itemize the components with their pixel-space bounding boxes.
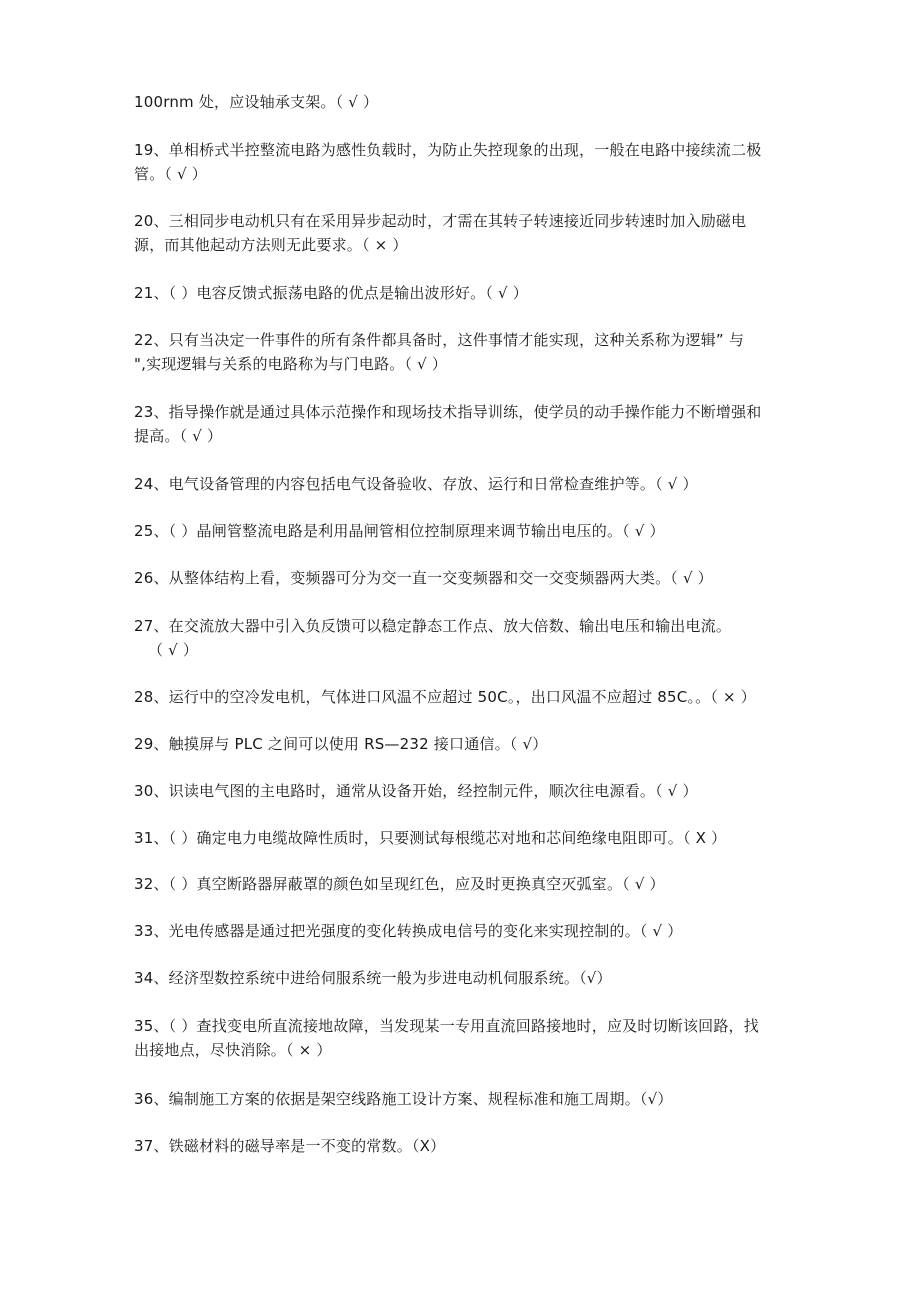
text-line: 30、识读电气图的主电路时，通常从设备开始，经控制元件，顺次往电源看。（ √ ） — [134, 782, 698, 800]
list-item — [134, 732, 774, 756]
text-line: 23、指导操作就是通过具体示范操作和现场技术指导训练，使学员的动手操作能力不断增强和 — [134, 403, 762, 421]
text-line: 29、触摸屏与 PLC 之间可以使用 RS—232 接口通信。（ √） — [134, 735, 548, 753]
text-line: 31、（ ）确定电力电缆故障性质时，只要测试每根缆芯对地和芯间绝缘电阻即可。（ X ） — [134, 829, 727, 847]
text-line: 提高。（ √ ） — [134, 427, 223, 445]
list-item — [134, 614, 774, 662]
text-line: 26、从整体结构上看，变频器可分为交一直一交变频器和交一交变频器两大类。（ √ ） — [134, 569, 713, 587]
list-item — [134, 1087, 774, 1111]
list-item — [134, 400, 774, 448]
list-item — [134, 685, 774, 709]
list-item — [134, 472, 774, 496]
list-item — [134, 919, 774, 943]
text-line: 100rnm 处，应设轴承支架。（ √ ） — [134, 93, 379, 111]
list-item — [134, 826, 774, 850]
text-line: 22、只有当决定一件事件的所有条件都具备时，这件事情才能实现，这种关系称为逻辑” 与 — [134, 331, 745, 349]
text-line: 25、（ ）晶闸管整流电路是利用晶闸管相位控制原理来调节输出电压的。（ √ ） — [134, 522, 665, 540]
text-line: 出接地点，尽快消除。（ × ） — [134, 1041, 332, 1059]
text-line: 33、光电传感器是通过把光强度的变化转换成电信号的变化来实现控制的。（ √ ） — [134, 922, 683, 940]
list-item — [134, 966, 774, 990]
text-line: 源，而其他起动方法则无此要求。（ × ） — [134, 236, 408, 254]
list-item — [134, 281, 774, 305]
list-item — [134, 519, 774, 543]
list-item — [134, 328, 774, 376]
list-item — [134, 1014, 774, 1062]
text-line: 21、（ ）电容反馈式振荡电路的优点是输出波形好。（ √ ） — [134, 284, 528, 302]
list-item — [134, 779, 774, 803]
list-item — [134, 872, 774, 896]
text-line: 24、电气设备管理的内容包括电气设备验收、存放、运行和日常检查维护等。（ √ ） — [134, 475, 698, 493]
list-item — [134, 138, 774, 186]
text-line: 32、（ ）真空断路器屏蔽罩的颜色如呈现红色，应及时更换真空灭弧室。（ √ ） — [134, 875, 665, 893]
text-line: 37、铁磁材料的磁导率是一不变的常数。（X） — [134, 1137, 446, 1155]
list-item — [134, 90, 774, 114]
text-line: （ √ ） — [148, 641, 199, 659]
text-line: 20、三相同步电动机只有在采用异步起动时，才需在其转子转速接近同步转速时加入励磁电 — [134, 212, 747, 230]
text-line: 27、在交流放大器中引入负反馈可以稳定静态工作点、放大倍数、输出电压和输出电流。 — [134, 617, 732, 635]
list-item — [134, 1134, 774, 1158]
text-line: ",实现逻辑与关系的电路称为与门电路。（ √ ） — [134, 355, 448, 373]
text-line: 34、经济型数控系统中进给伺服系统一般为步进电动机伺服系统。（√） — [134, 969, 612, 987]
list-item — [134, 566, 774, 590]
text-line: 28、运行中的空冷发电机，气体进口风温不应超过 50C。，出口风温不应超过 85C。。（ × ） — [134, 688, 756, 706]
text-line: 管。（ √ ） — [134, 165, 207, 183]
text-line: 36、编制施工方案的依据是架空线路施工设计方案、规程标准和施工周期。（√） — [134, 1090, 673, 1108]
text-line: 35、（ ）查找变电所直流接地故障，当发现某一专用直流回路接地时，应及时切断该回路，找 — [134, 1017, 759, 1035]
list-item — [134, 209, 774, 257]
text-line: 19、单相桥式半控整流电路为感性负载时，为防止失控现象的出现，一般在电路中接续流二极 — [134, 141, 762, 159]
